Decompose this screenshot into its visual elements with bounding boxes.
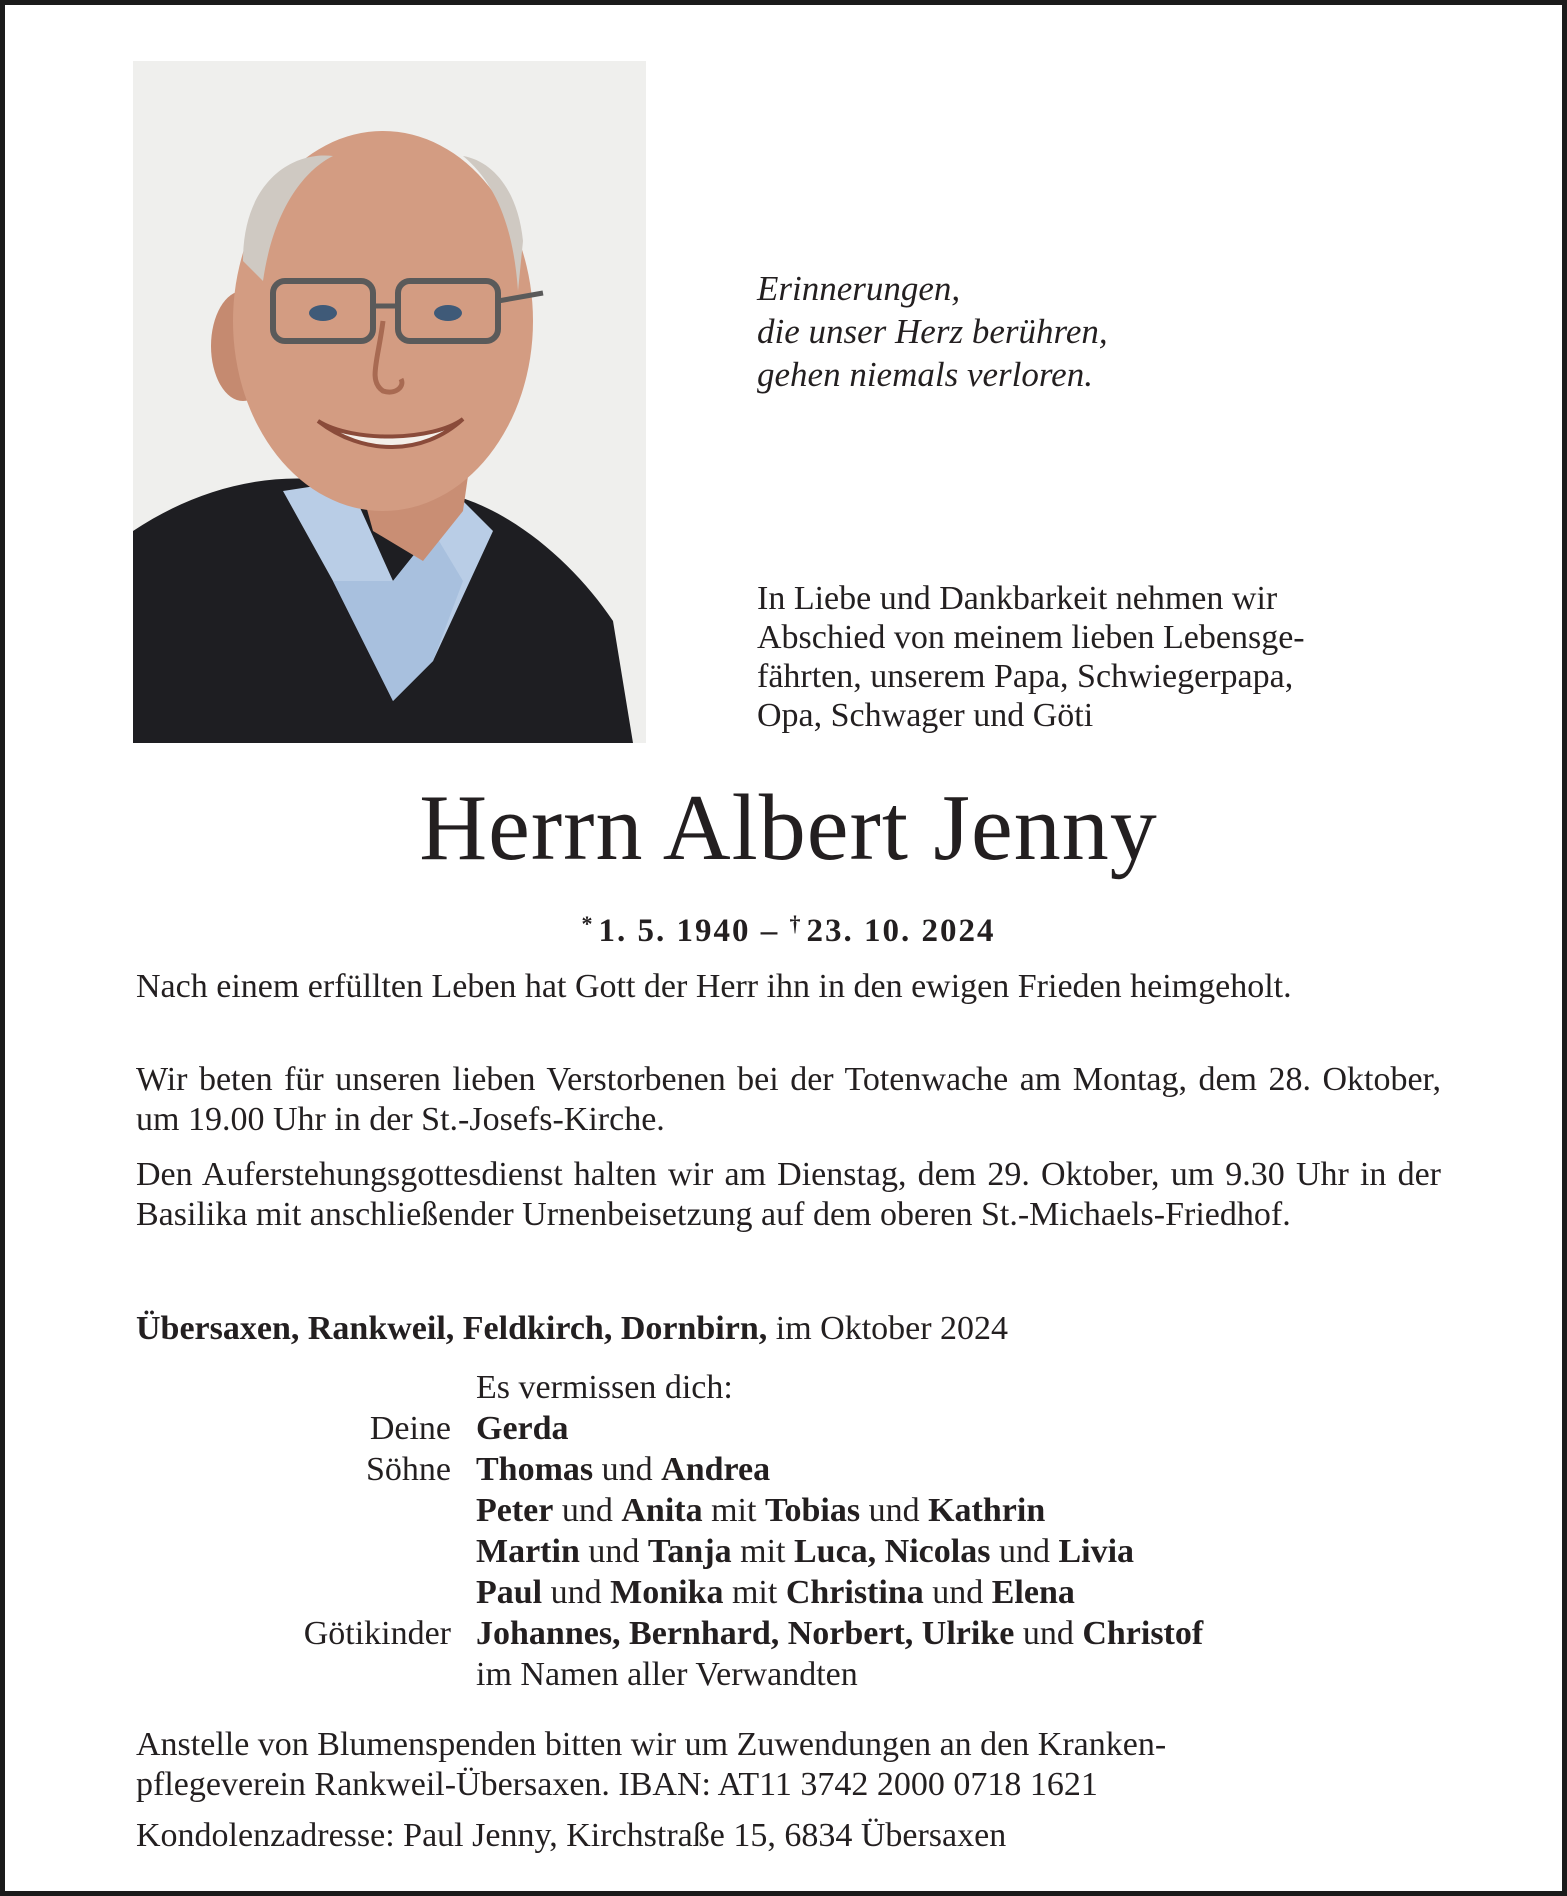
intro-line: fährten, unserem Papa, Schwiegerpapa,: [757, 658, 1294, 695]
date-separator: –: [760, 913, 780, 949]
places-and-date: [136, 1309, 1008, 1349]
mourner-name: Johannes, Bernhard, Norbert, Ulrike: [476, 1615, 1015, 1652]
relatives-row: [136, 1654, 1456, 1695]
portrait-illustration: [133, 61, 646, 743]
quote-line: die unser Herz berühren,: [757, 312, 1108, 351]
portrait-photo: [133, 61, 646, 743]
mourner-name: Christina: [785, 1574, 924, 1611]
paragraph-peace: [136, 967, 1441, 1007]
paragraph-wake: [136, 1060, 1441, 1140]
mourner-name: Christof: [1082, 1615, 1204, 1652]
memorial-quote: [757, 267, 1108, 396]
mourner-name: Livia: [1058, 1533, 1135, 1570]
connector-word: und: [550, 1574, 602, 1611]
mourner-name: Andrea: [661, 1451, 771, 1488]
relation-label: Söhne: [366, 1451, 451, 1488]
mourner-row: [136, 1408, 1456, 1449]
places: Übersaxen, Rankweil, Feldkirch, Dornbirn,: [136, 1310, 768, 1347]
mourner-row: [136, 1449, 1456, 1490]
connector-word: und: [601, 1451, 653, 1488]
mourner-name: Tanja: [647, 1533, 732, 1570]
connector-word: und: [1022, 1615, 1074, 1652]
relation-label: Götikinder: [303, 1615, 451, 1652]
quote-line: Erinnerungen,: [757, 269, 961, 308]
mourner-row: [136, 1490, 1456, 1531]
intro-line: In Liebe und Dankbarkeit nehmen wir: [757, 580, 1278, 617]
connector-word: mit: [740, 1533, 786, 1570]
mourners-heading: Es vermissen dich:: [476, 1369, 733, 1406]
paragraph-text: Nach einem erfüllten Leben hat Gott der Herr ihn in den ewigen Frieden heimgeholt.: [136, 968, 1292, 1005]
life-dates: [5, 903, 1567, 952]
donation-request: [136, 1725, 1441, 1805]
connector-word: und: [932, 1574, 984, 1611]
mourner-name: Luca, Nicolas: [794, 1533, 991, 1570]
relation-label: Deine: [369, 1410, 451, 1447]
mourner-name: Paul: [476, 1574, 543, 1611]
month-year: im Oktober 2024: [767, 1310, 1009, 1347]
mourner-row: [136, 1613, 1456, 1654]
mourner-name: Elena: [991, 1574, 1075, 1611]
connector-word: und: [998, 1533, 1050, 1570]
connector-word: mit: [711, 1492, 757, 1529]
quote-line: gehen niemals verloren.: [757, 355, 1093, 394]
paragraph-text: Den Auferstehungsgottesdienst halten wir am Dienstag, dem 29. Oktober, um 9.30 Uhr in der Basilika mit anschließender Urnenbeisetzung auf dem oberen St.-Michaels-Friedhof.: [136, 1156, 1441, 1233]
death-date: 23. 10. 2024: [806, 913, 996, 949]
death-symbol: †: [789, 911, 803, 936]
mourner-name: Anita: [621, 1492, 703, 1529]
condolence-address: Kondolenzadresse: Paul Jenny, Kirchstraße 15, 6834 Übersaxen: [136, 1817, 1007, 1854]
intro-line: Abschied von meinem lieben Lebensge-: [757, 619, 1305, 656]
relatives-text: im Namen aller Verwandten: [476, 1656, 858, 1693]
connector-word: und: [588, 1533, 640, 1570]
birth-date: 1. 5. 1940: [598, 913, 751, 949]
mourner-name: Thomas: [476, 1451, 594, 1488]
donation-line: Anstelle von Blumenspenden bitten wir um Zuwendungen an den Kranken-: [136, 1726, 1167, 1763]
mourner-name: Monika: [610, 1574, 724, 1611]
mourner-name: Kathrin: [928, 1492, 1046, 1529]
connector-word: mit: [731, 1574, 778, 1611]
intro-text: [757, 579, 1305, 735]
donation-line: pflegeverein Rankweil-Übersaxen. IBAN: AT11 3742 2000 0718 1621: [136, 1766, 1098, 1803]
deceased-name: Herrn Albert Jenny: [419, 776, 1158, 880]
mourners-list: [136, 1367, 1456, 1695]
mourners-heading-row: [136, 1367, 1456, 1408]
connector-word: und: [868, 1492, 920, 1529]
birth-symbol: *: [581, 911, 595, 936]
mourner-name: Tobias: [764, 1492, 861, 1529]
intro-line: Opa, Schwager und Göti: [757, 697, 1094, 734]
connector-word: und: [561, 1492, 613, 1529]
paragraph-text: Wir beten für unseren lieben Verstorbenen bei der Totenwache am Montag, dem 28. Oktober, um 19.00 Uhr in der St.-Josefs-Kirche.: [136, 1061, 1441, 1138]
mourner-name: Martin: [476, 1533, 580, 1570]
paragraph-funeral: [136, 1155, 1441, 1235]
mourner-row: [136, 1531, 1456, 1572]
mourner-name: Peter: [476, 1492, 554, 1529]
mourner-name: Gerda: [476, 1410, 569, 1447]
mourner-row: [136, 1572, 1456, 1613]
